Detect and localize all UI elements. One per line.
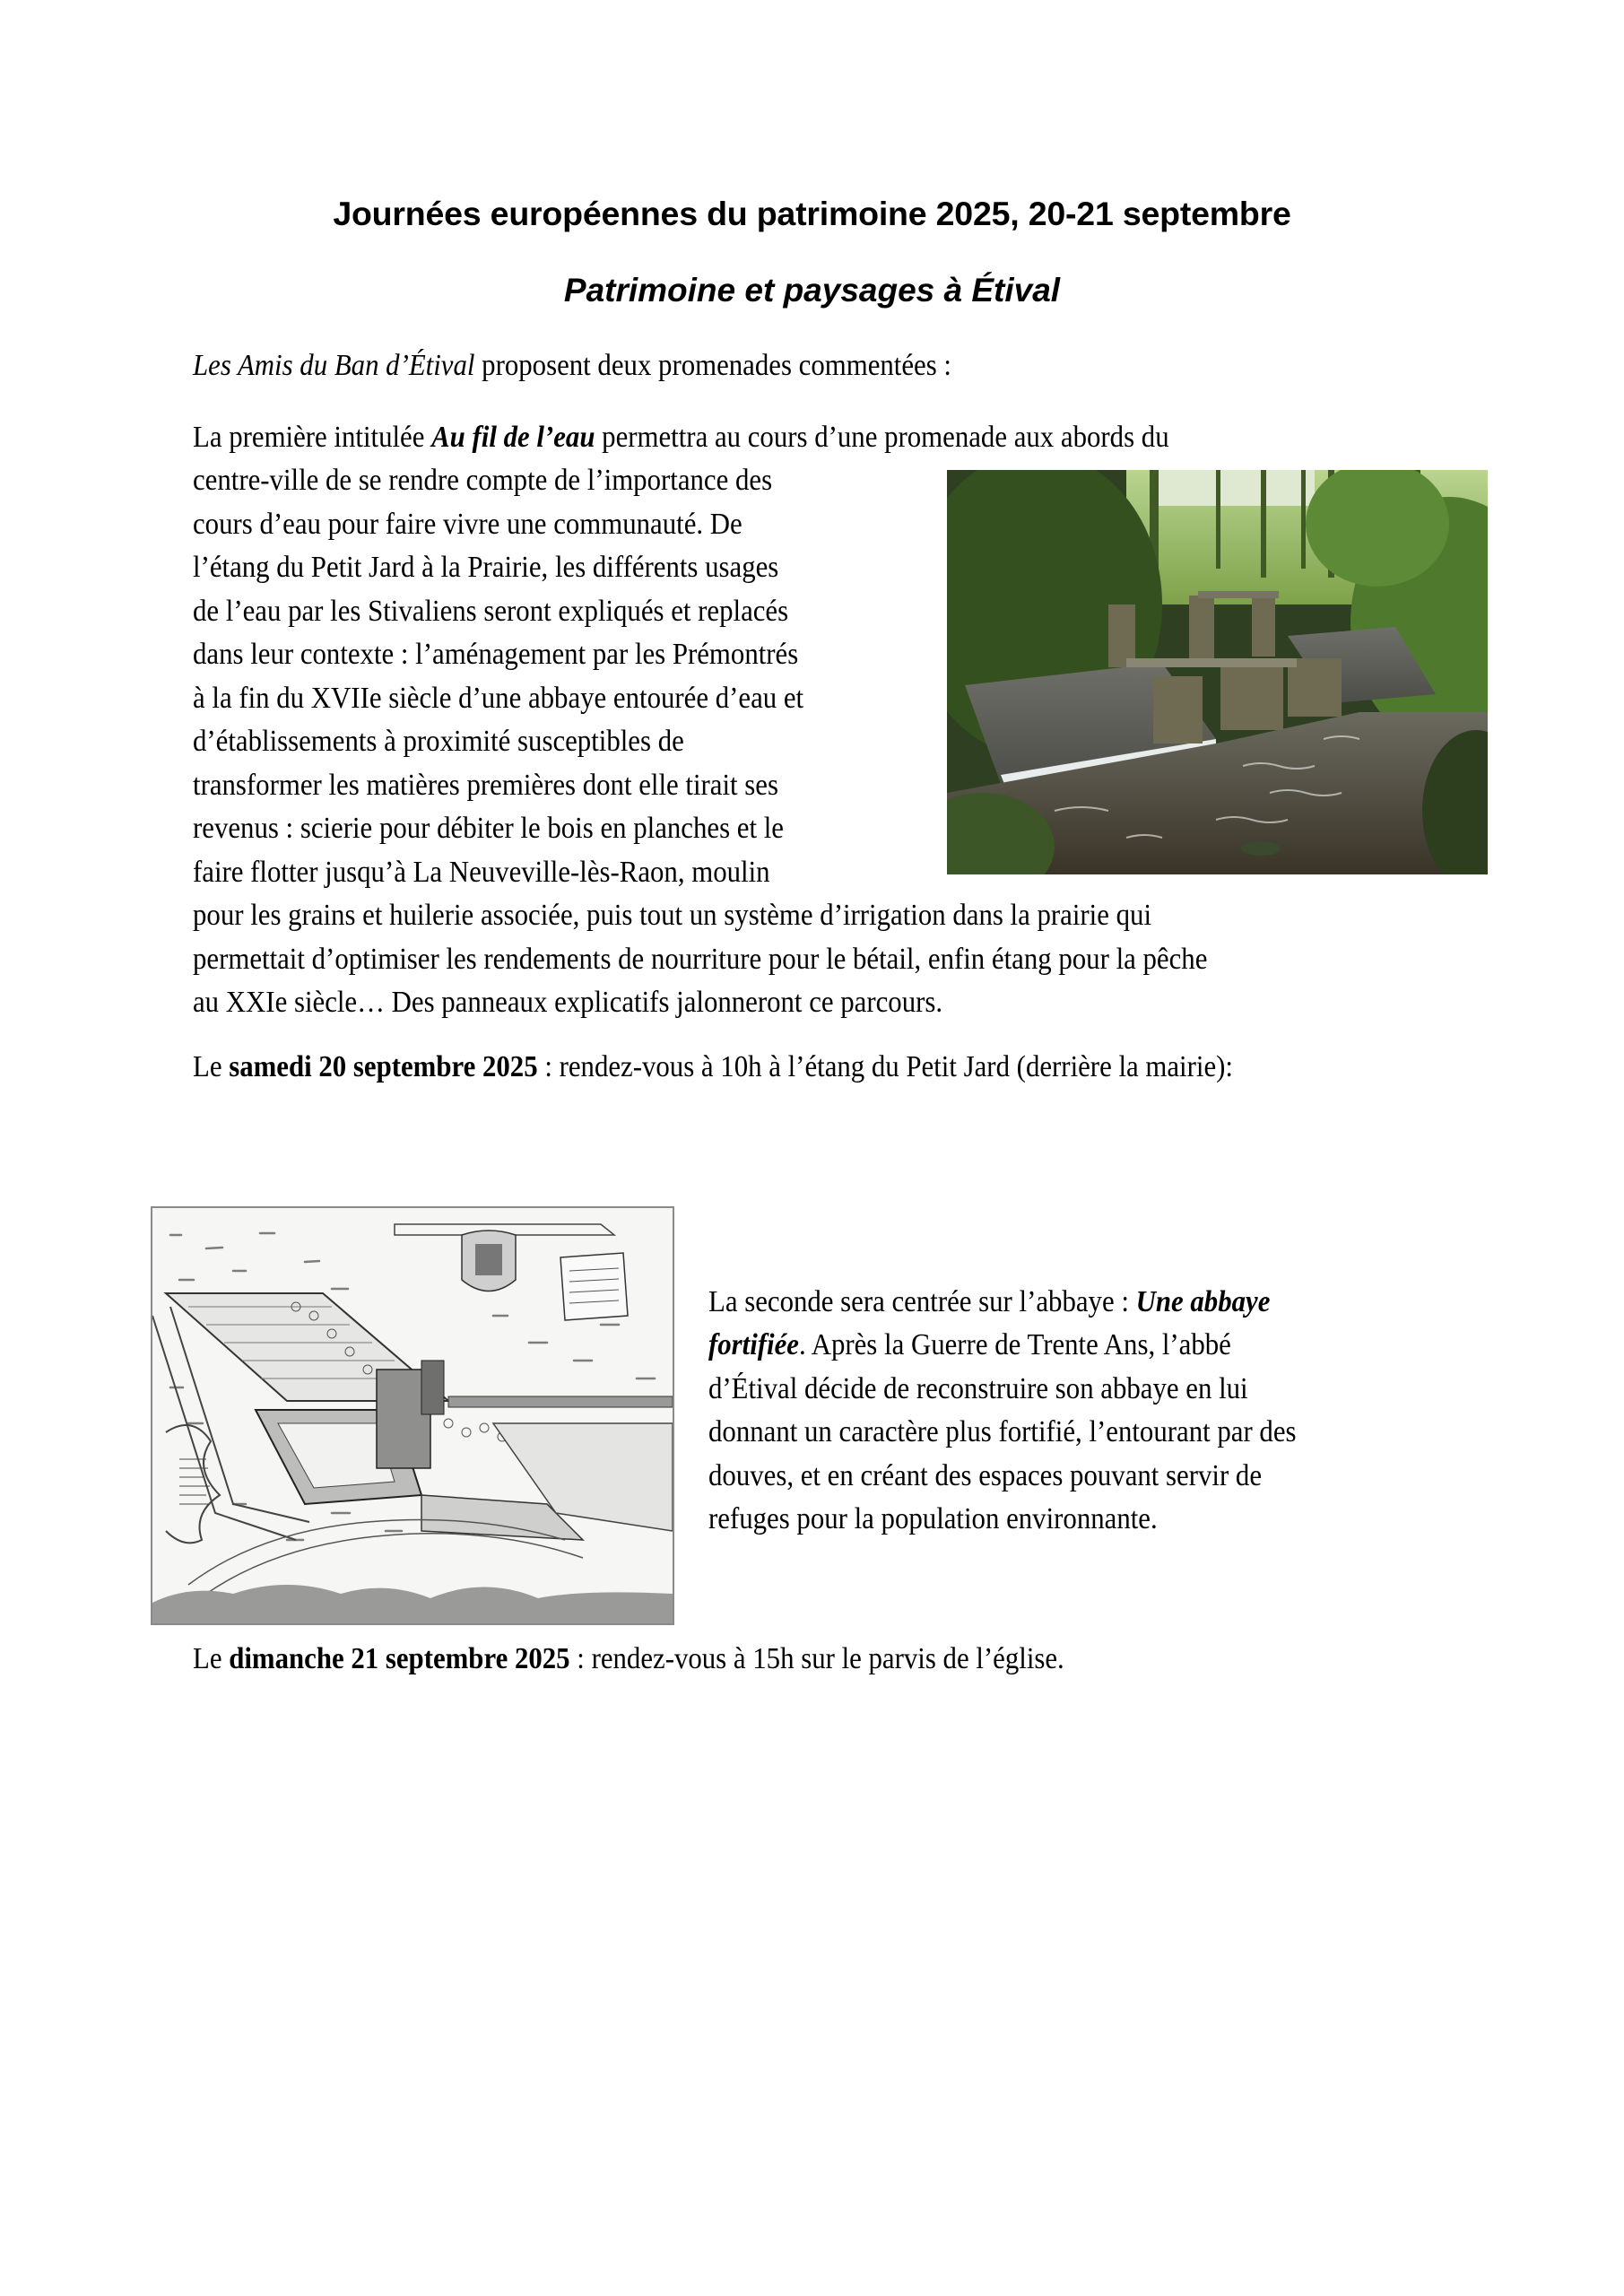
- walk2-line: [708, 1326, 1231, 1365]
- walk2-line: douves, et en créant des espaces pouvant servir de: [708, 1459, 1263, 1492]
- walk1-date: samedi 20 septembre 2025: [229, 1050, 538, 1083]
- text: permettra au cours d’une promenade aux abords du: [595, 421, 1169, 454]
- walk1-line: d’établissements à proximité susceptibles de: [193, 725, 684, 758]
- walk2-line: [708, 1283, 1270, 1322]
- document-subtitle: Patrimoine et paysages à Étival: [563, 272, 1061, 309]
- text: Le: [193, 1050, 230, 1083]
- walk1-line: à la fin du XVIIe siècle d’une abbaye entourée d’eau et: [193, 682, 804, 715]
- intro-text: proposent deux promenades commentées :: [474, 349, 951, 382]
- association-name: Les Amis du Ban d’Étival: [193, 349, 475, 382]
- text: : rendez-vous à 15h sur le parvis de l’église.: [569, 1642, 1064, 1675]
- text: Le: [193, 1642, 230, 1675]
- walk1-line: dans leur contexte : l’aménagement par les Prémontrés: [193, 638, 799, 671]
- walk2-date: dimanche 21 septembre 2025: [229, 1642, 570, 1675]
- intro-paragraph: [193, 346, 951, 386]
- walk2-title: Une abbaye: [1135, 1285, 1271, 1318]
- walk2-line: refuges pour la population environnante.: [708, 1502, 1158, 1535]
- walk1-line: [193, 418, 1169, 457]
- walk1-rendezvous: [193, 1048, 1233, 1087]
- text: La première intitulée: [193, 421, 432, 454]
- walk2-title-cont: fortifiée: [708, 1328, 799, 1361]
- photo-weir-stream: [947, 470, 1488, 874]
- abbey-engraving-illustration: [152, 1208, 673, 1623]
- walk1-line: permettait d’optimiser les rendements de nourriture pour le bétail, enfin étang pour la pêche: [193, 943, 1208, 976]
- walk2-rendezvous: [193, 1639, 1064, 1679]
- walk1-line: l’étang du Petit Jard à la Prairie, les différents usages: [193, 551, 779, 584]
- walk1-title: Au fil de l’eau: [431, 421, 595, 454]
- walk1-line: de l’eau par les Stivaliens seront expliqués et replacés: [193, 595, 789, 628]
- walk2-line: donnant un caractère plus fortifié, l’entourant par des: [708, 1415, 1297, 1448]
- walk1-line: transformer les matières premières dont elle tirait ses: [193, 769, 778, 802]
- walk1-line: au XXIe siècle… Des panneaux explicatifs jalonneront ce parcours.: [193, 986, 943, 1019]
- text: La seconde sera centrée sur l’abbaye :: [708, 1285, 1136, 1318]
- walk1-line: cours d’eau pour faire vivre une communauté. De: [193, 508, 743, 541]
- walk2-line: d’Étival décide de reconstruire son abbaye en lui: [708, 1372, 1248, 1405]
- text: . Après la Guerre de Trente Ans, l’abbé: [798, 1328, 1231, 1361]
- walk1-line: pour les grains et huilerie associée, puis tout un système d’irrigation dans la prairie qui: [193, 899, 1152, 932]
- engraving-abbey: [151, 1206, 674, 1625]
- walk1-line: revenus : scierie pour débiter le bois en planches et le: [193, 812, 784, 845]
- text: : rendez-vous à 10h à l’étang du Petit Jard (derrière la mairie):: [537, 1050, 1233, 1083]
- walk1-line: centre-ville de se rendre compte de l’importance des: [193, 464, 773, 497]
- document-title: Journées européennes du patrimoine 2025, 20-21 septembre: [333, 195, 1291, 232]
- weir-photo-illustration: [947, 470, 1488, 874]
- walk1-line: faire flotter jusqu’à La Neuveville-lès-Raon, moulin: [193, 856, 770, 889]
